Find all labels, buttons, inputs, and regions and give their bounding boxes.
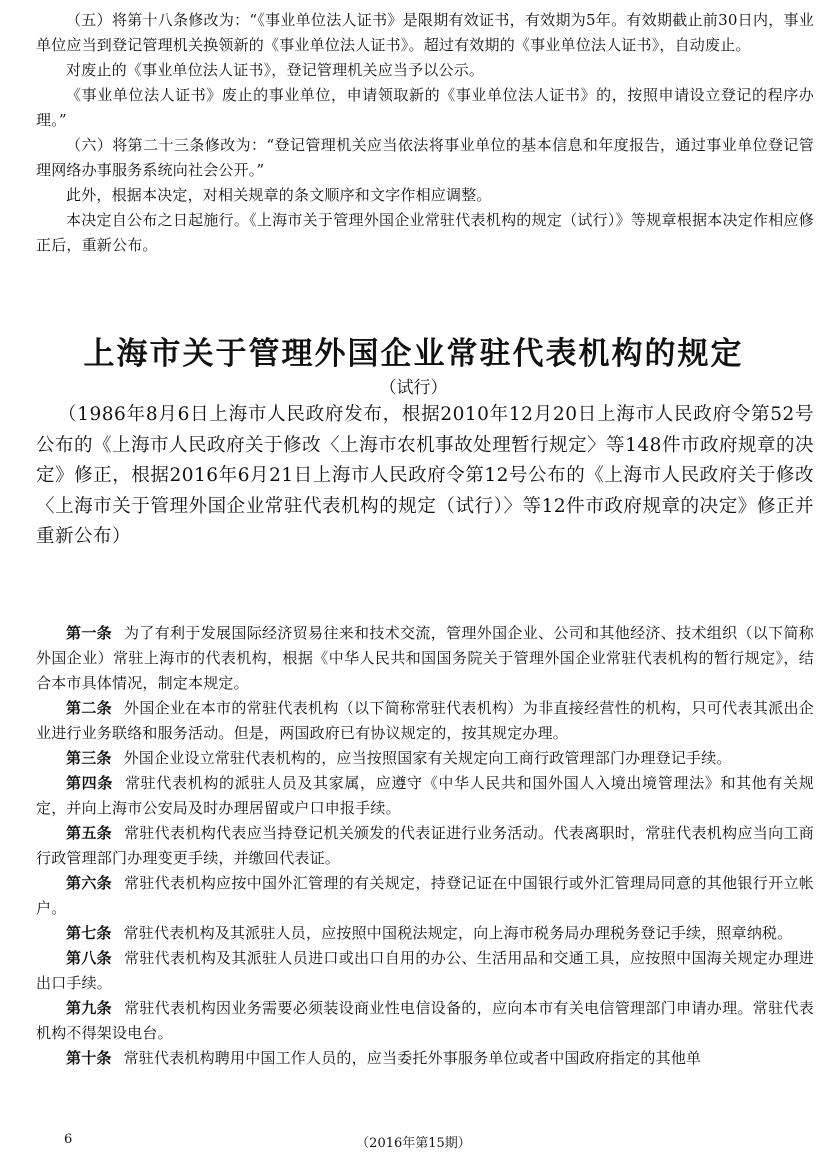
article-text: 外国企业在本市的常驻代表机构（以下简称常驻代表机构）为非直接经营性的机构，只可代表其派出企业进行业务联络和服务活动。但是，两国政府已有协议规定的，按其规定办理。 — [36, 699, 814, 742]
regulation-title: 上海市关于管理外国企业常驻代表机构的规定 — [83, 336, 744, 372]
article-label: 第四条 — [66, 774, 114, 792]
article-text: 常驻代表机构应按中国外汇管理的有关规定，持登记证在中国银行或外汇管理局同意的其他银行开立帐户。 — [36, 874, 814, 917]
article-9 — [36, 996, 814, 1046]
articles-list — [36, 621, 814, 1071]
paragraph-amendment-6: （六）将第二十三条修改为：“登记管理机关应当依法将事业单位的基本信息和年度报告，通过事业单位登记管理网络办事服务系统向社会公开。” — [36, 136, 814, 179]
article-label: 第二条 — [66, 699, 113, 717]
article-text: 常驻代表机构代表应当持登记机关颁发的代表证进行业务活动。代表离职时，常驻代表机构应当向工商行政管理部门办理变更手续，并缴回代表证。 — [36, 824, 814, 867]
paragraph-amendment-5: （五）将第十八条修改为：“《事业单位法人证书》是限期有效证书，有效期为5年。有效期截止前30日内，事业单位应当到登记管理机关换领新的《事业单位法人证书》。超过有效期的《事业单位法人证书》，自动废止。 — [36, 11, 814, 54]
article-text: 为了有利于发展国际经济贸易往来和技术交流，管理外国企业、公司和其他经济、技术组织（以下简称外国企业）常驻上海市的代表机构，根据《中华人民共和国国务院关于管理外国企业常驻代表机构的暂行规定》，结合本市具体情况，制定本规定。 — [36, 624, 814, 692]
article-text: 外国企业设立常驻代表机构的，应当按照国家有关规定向工商行政管理部门办理登记手续。 — [123, 749, 732, 767]
regulation-history-note: （1986年8月6日上海市人民政府发布，根据2010年12月20日上海市人民政府令第52号公布的《上海市人民政府关于修改〈上海市农机事故处理暂行规定〉等148件市政府规章的决定》修正，根据2016年6月21日上海市人民政府令第12号公布的《上海市人民政府关于修改〈上海市关于管理外国企业常驻代表机构的规定（试行）〉等12件市政府规章的决定》修正并重新公布） — [36, 404, 814, 547]
article-text: 常驻代表机构聘用中国工作人员的，应当委托外事服务单位或者中国政府指定的其他单 — [123, 1049, 702, 1067]
article-text: 常驻代表机构及其派驻人员，应按照中国税法规定，向上海市税务局办理税务登记手续，照章纳税。 — [123, 924, 793, 942]
regulation-subtitle: （试行） — [379, 378, 448, 398]
article-1 — [36, 621, 814, 696]
article-3 — [36, 746, 814, 771]
article-7 — [36, 921, 814, 946]
article-label: 第七条 — [66, 924, 112, 942]
article-label: 第三条 — [66, 749, 112, 767]
article-text: 常驻代表机构因业务需要必须装设商业性电信设备的，应向本市有关电信管理部门申请办理。常驻代表机构不得架设电台。 — [36, 999, 814, 1042]
article-5 — [36, 821, 814, 871]
previous-decision-text — [36, 8, 814, 258]
article-label: 第六条 — [66, 874, 113, 892]
paragraph-effective-date: 本决定自公布之日起施行。《上海市关于管理外国企业常驻代表机构的规定（试行）》等规章根据本决定作相应修正后，重新公布。 — [36, 211, 814, 254]
article-6 — [36, 871, 814, 921]
article-label: 第五条 — [66, 824, 113, 842]
article-10 — [36, 1046, 814, 1071]
paragraph-reapply: 《事业单位法人证书》废止的事业单位，申请领取新的《事业单位法人证书》的，按照申请设立登记的程序办理。” — [36, 86, 814, 129]
paragraph-public-notice: 对废止的《事业单位法人证书》，登记管理机关应当予以公示。 — [66, 61, 485, 79]
page-footer — [0, 1132, 827, 1156]
article-label: 第九条 — [66, 999, 113, 1017]
page-number: 6 — [64, 1132, 73, 1147]
article-text: 常驻代表机构及其派驻人员进口或出口自用的办公、生活用品和交通工具，应按照中国海关规定办理进出口手续。 — [36, 949, 814, 992]
article-2 — [36, 696, 814, 746]
article-4 — [36, 771, 814, 821]
article-text: 常驻代表机构的派驻人员及其家属，应遵守《中华人民共和国外国人入境出境管理法》和其他有关规定，并向上海市公安局及时办理居留或户口申报手续。 — [36, 774, 814, 817]
issue-label: （2016年第15期） — [356, 1136, 471, 1151]
article-label: 第一条 — [66, 624, 113, 642]
paragraph-adjustment: 此外，根据本决定，对相关规章的条文顺序和文字作相应调整。 — [66, 186, 492, 204]
article-label: 第八条 — [66, 949, 113, 967]
regulation-title-block — [0, 334, 827, 400]
article-label: 第十条 — [66, 1049, 112, 1067]
article-8 — [36, 946, 814, 996]
